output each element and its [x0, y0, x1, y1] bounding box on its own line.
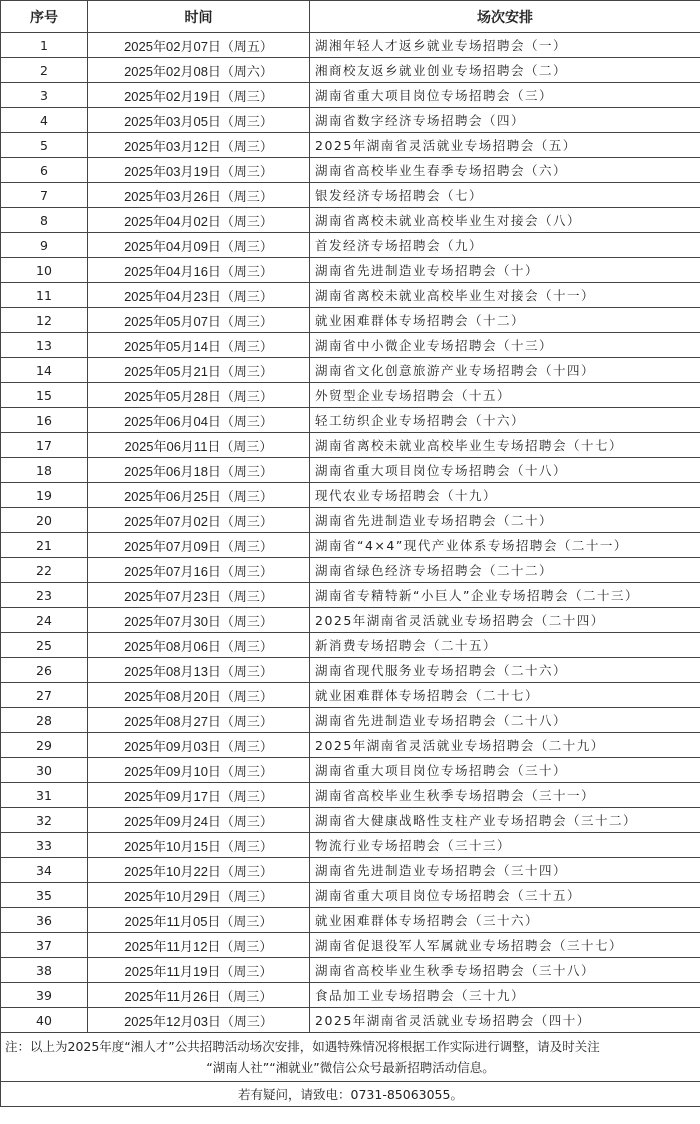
- row-index: 6: [1, 158, 88, 183]
- row-session-name: 2025年湖南省灵活就业专场招聘会（五）: [310, 133, 700, 158]
- table-row: [1, 233, 700, 258]
- table-row: [1, 708, 700, 733]
- row-date: 2025年08月13日（周三）: [88, 658, 310, 683]
- table-row: [1, 833, 700, 858]
- row-index: 4: [1, 108, 88, 133]
- row-index: 22: [1, 558, 88, 583]
- row-session-name: 湖南省现代服务业专场招聘会（二十六）: [310, 658, 700, 683]
- row-index: 5: [1, 133, 88, 158]
- header-row: [1, 1, 700, 33]
- table-row: [1, 608, 700, 633]
- row-date: 2025年06月04日（周三）: [88, 408, 310, 433]
- row-date: 2025年03月19日（周三）: [88, 158, 310, 183]
- table-row: [1, 383, 700, 408]
- row-session-name: 新消费专场招聘会（二十五）: [310, 633, 700, 658]
- row-date: 2025年11月05日（周三）: [88, 908, 310, 933]
- row-index: 29: [1, 733, 88, 758]
- row-index: 1: [1, 33, 88, 58]
- row-index: 12: [1, 308, 88, 333]
- row-index: 27: [1, 683, 88, 708]
- table-row: [1, 33, 700, 58]
- row-index: 11: [1, 283, 88, 308]
- row-session-name: 湖南省重大项目岗位专场招聘会（三十五）: [310, 883, 700, 908]
- row-index: 21: [1, 533, 88, 558]
- row-date: 2025年05月28日（周三）: [88, 383, 310, 408]
- row-session-name: 湖南省文化创意旅游产业专场招聘会（十四）: [310, 358, 700, 383]
- row-index: 9: [1, 233, 88, 258]
- row-session-name: 湖南省高校毕业生秋季专场招聘会（三十八）: [310, 958, 700, 983]
- row-session-name: 湖南省高校毕业生秋季专场招聘会（三十一）: [310, 783, 700, 808]
- row-date: 2025年02月08日（周六）: [88, 58, 310, 83]
- row-index: 15: [1, 383, 88, 408]
- row-session-name: 就业困难群体专场招聘会（二十七）: [310, 683, 700, 708]
- row-date: 2025年05月07日（周三）: [88, 308, 310, 333]
- row-index: 39: [1, 983, 88, 1008]
- row-date: 2025年10月15日（周三）: [88, 833, 310, 858]
- row-date: 2025年11月19日（周三）: [88, 958, 310, 983]
- row-index: 14: [1, 358, 88, 383]
- row-date: 2025年03月05日（周三）: [88, 108, 310, 133]
- table-row: [1, 433, 700, 458]
- table-row: [1, 108, 700, 133]
- row-date: 2025年10月29日（周三）: [88, 883, 310, 908]
- row-index: 35: [1, 883, 88, 908]
- row-session-name: 2025年湖南省灵活就业专场招聘会（二十九）: [310, 733, 700, 758]
- table-row: [1, 858, 700, 883]
- row-session-name: 首发经济专场招聘会（九）: [310, 233, 700, 258]
- row-index: 2: [1, 58, 88, 83]
- row-session-name: 现代农业专场招聘会（十九）: [310, 483, 700, 508]
- table-row: [1, 133, 700, 158]
- row-session-name: 湖南省重大项目岗位专场招聘会（三）: [310, 83, 700, 108]
- row-index: 34: [1, 858, 88, 883]
- table-row: [1, 333, 700, 358]
- table-row: [1, 733, 700, 758]
- row-date: 2025年02月07日（周五）: [88, 33, 310, 58]
- contact-row: [1, 1082, 700, 1107]
- row-date: 2025年05月14日（周三）: [88, 333, 310, 358]
- table-row: [1, 783, 700, 808]
- row-date: 2025年04月23日（周三）: [88, 283, 310, 308]
- row-date: 2025年11月26日（周三）: [88, 983, 310, 1008]
- row-index: 30: [1, 758, 88, 783]
- row-session-name: 湖南省离校未就业高校毕业生专场招聘会（十七）: [310, 433, 700, 458]
- header-session: 场次安排: [310, 1, 700, 33]
- row-session-name: 湖南省重大项目岗位专场招聘会（三十）: [310, 758, 700, 783]
- note: [1, 1033, 700, 1082]
- row-index: 8: [1, 208, 88, 233]
- row-date: 2025年08月27日（周三）: [88, 708, 310, 733]
- row-date: 2025年03月12日（周三）: [88, 133, 310, 158]
- table-row: [1, 808, 700, 833]
- row-date: 2025年07月16日（周三）: [88, 558, 310, 583]
- row-session-name: 湖南省大健康战略性支柱产业专场招聘会（三十二）: [310, 808, 700, 833]
- row-session-name: 湖南省先进制造业专场招聘会（三十四）: [310, 858, 700, 883]
- table-row: [1, 683, 700, 708]
- row-date: 2025年11月12日（周三）: [88, 933, 310, 958]
- table-row: [1, 508, 700, 533]
- row-date: 2025年12月03日（周三）: [88, 1008, 310, 1033]
- table-row: [1, 258, 700, 283]
- header-time: 时间: [88, 1, 310, 33]
- row-index: 13: [1, 333, 88, 358]
- row-date: 2025年09月17日（周三）: [88, 783, 310, 808]
- row-session-name: 湖南省先进制造业专场招聘会（十）: [310, 258, 700, 283]
- row-date: 2025年07月23日（周三）: [88, 583, 310, 608]
- row-index: 37: [1, 933, 88, 958]
- row-date: 2025年09月03日（周三）: [88, 733, 310, 758]
- row-session-name: 2025年湖南省灵活就业专场招聘会（四十）: [310, 1008, 700, 1033]
- row-date: 2025年04月16日（周三）: [88, 258, 310, 283]
- row-date: 2025年09月10日（周三）: [88, 758, 310, 783]
- row-index: 36: [1, 908, 88, 933]
- row-date: 2025年02月19日（周三）: [88, 83, 310, 108]
- note-line-1: 注：以上为2025年度“湘人才”公共招聘活动场次安排，如遇特殊情况将根据工作实际进行调整，请及时关注: [5, 1039, 600, 1054]
- table-row: [1, 358, 700, 383]
- row-index: 31: [1, 783, 88, 808]
- row-session-name: 湖南省促退役军人军属就业专场招聘会（三十七）: [310, 933, 700, 958]
- table-row: [1, 58, 700, 83]
- row-index: 26: [1, 658, 88, 683]
- row-date: 2025年07月09日（周三）: [88, 533, 310, 558]
- table-row: [1, 308, 700, 333]
- row-session-name: 湖南省先进制造业专场招聘会（二十八）: [310, 708, 700, 733]
- row-session-name: 湖南省“4×4”现代产业体系专场招聘会（二十一）: [310, 533, 700, 558]
- row-index: 38: [1, 958, 88, 983]
- row-date: 2025年05月21日（周三）: [88, 358, 310, 383]
- row-index: 18: [1, 458, 88, 483]
- row-session-name: 轻工纺织企业专场招聘会（十六）: [310, 408, 700, 433]
- table-row: [1, 183, 700, 208]
- table-row: [1, 483, 700, 508]
- table-row: [1, 933, 700, 958]
- row-session-name: 银发经济专场招聘会（七）: [310, 183, 700, 208]
- header-index: 序号: [1, 1, 88, 33]
- row-date: 2025年08月20日（周三）: [88, 683, 310, 708]
- contact-info: 若有疑问，请致电：0731-85063055。: [1, 1082, 700, 1107]
- row-date: 2025年04月09日（周三）: [88, 233, 310, 258]
- row-index: 16: [1, 408, 88, 433]
- table-row: [1, 758, 700, 783]
- row-date: 2025年09月24日（周三）: [88, 808, 310, 833]
- table-row: [1, 633, 700, 658]
- row-date: 2025年10月22日（周三）: [88, 858, 310, 883]
- table-row: [1, 908, 700, 933]
- table-row: [1, 883, 700, 908]
- row-session-name: 物流行业专场招聘会（三十三）: [310, 833, 700, 858]
- row-session-name: 湖南省中小微企业专场招聘会（十三）: [310, 333, 700, 358]
- row-index: 19: [1, 483, 88, 508]
- table-row: [1, 958, 700, 983]
- row-date: 2025年03月26日（周三）: [88, 183, 310, 208]
- row-date: 2025年06月18日（周三）: [88, 458, 310, 483]
- row-index: 28: [1, 708, 88, 733]
- table-row: [1, 208, 700, 233]
- row-index: 7: [1, 183, 88, 208]
- row-index: 10: [1, 258, 88, 283]
- table-row: [1, 83, 700, 108]
- row-date: 2025年04月02日（周三）: [88, 208, 310, 233]
- row-session-name: 湖南省高校毕业生春季专场招聘会（六）: [310, 158, 700, 183]
- table-row: [1, 658, 700, 683]
- row-session-name: 湖南省重大项目岗位专场招聘会（十八）: [310, 458, 700, 483]
- table-row: [1, 158, 700, 183]
- row-date: 2025年06月11日（周三）: [88, 433, 310, 458]
- note-row: [1, 1033, 700, 1082]
- row-session-name: 湖南省专精特新“小巨人”企业专场招聘会（二十三）: [310, 583, 700, 608]
- row-index: 24: [1, 608, 88, 633]
- row-session-name: 就业困难群体专场招聘会（三十六）: [310, 908, 700, 933]
- row-index: 40: [1, 1008, 88, 1033]
- row-date: 2025年08月06日（周三）: [88, 633, 310, 658]
- row-session-name: 湖南省绿色经济专场招聘会（二十二）: [310, 558, 700, 583]
- row-index: 25: [1, 633, 88, 658]
- table-row: [1, 583, 700, 608]
- row-session-name: 2025年湖南省灵活就业专场招聘会（二十四）: [310, 608, 700, 633]
- table-body: [1, 33, 700, 1033]
- row-date: 2025年07月30日（周三）: [88, 608, 310, 633]
- table-row: [1, 1008, 700, 1033]
- table-row: [1, 983, 700, 1008]
- table-row: [1, 283, 700, 308]
- note-line-2: “湖南人社”“湘就业”微信公众号最新招聘活动信息。: [206, 1060, 495, 1075]
- row-session-name: 湖南省离校未就业高校毕业生对接会（八）: [310, 208, 700, 233]
- table-row: [1, 558, 700, 583]
- row-session-name: 湖南省数字经济专场招聘会（四）: [310, 108, 700, 133]
- row-session-name: 湘商校友返乡就业创业专场招聘会（二）: [310, 58, 700, 83]
- row-session-name: 外贸型企业专场招聘会（十五）: [310, 383, 700, 408]
- row-session-name: 湖南省先进制造业专场招聘会（二十）: [310, 508, 700, 533]
- row-index: 32: [1, 808, 88, 833]
- row-date: 2025年07月02日（周三）: [88, 508, 310, 533]
- row-session-name: 湖南省离校未就业高校毕业生对接会（十一）: [310, 283, 700, 308]
- row-session-name: 就业困难群体专场招聘会（十二）: [310, 308, 700, 333]
- table-row: [1, 408, 700, 433]
- row-index: 20: [1, 508, 88, 533]
- table-row: [1, 533, 700, 558]
- row-index: 33: [1, 833, 88, 858]
- row-index: 3: [1, 83, 88, 108]
- row-session-name: 食品加工业专场招聘会（三十九）: [310, 983, 700, 1008]
- table-row: [1, 458, 700, 483]
- row-session-name: 湖湘年轻人才返乡就业专场招聘会（一）: [310, 33, 700, 58]
- row-date: 2025年06月25日（周三）: [88, 483, 310, 508]
- row-index: 23: [1, 583, 88, 608]
- row-index: 17: [1, 433, 88, 458]
